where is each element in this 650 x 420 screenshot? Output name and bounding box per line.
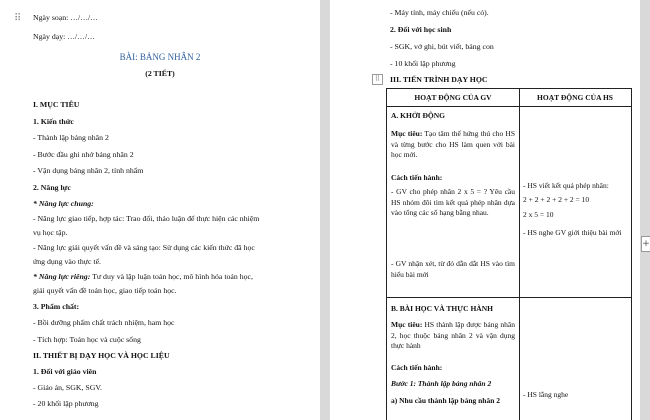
warmup-goal-label: Mục tiêu: xyxy=(391,129,423,138)
teacher-item: - Giáo án, SGK, SGV. xyxy=(33,383,102,392)
qualities-item: - Tích hợp: Toán học và cuộc sống xyxy=(33,335,141,344)
specific-competence-line2: giải quyết vấn đề toán học, giao tiếp toán học. xyxy=(33,286,177,295)
equipment-item: - Máy tính, máy chiếu (nếu có). xyxy=(390,8,489,17)
process-heading: III. TIẾN TRÌNH DẠY HỌC xyxy=(390,75,488,84)
date-prepared: Ngày soạn: …/…/… xyxy=(33,13,98,22)
table-column-divider xyxy=(519,89,520,420)
warmup-heading: A. KHỞI ĐỘNG xyxy=(391,111,445,120)
section-divider xyxy=(387,297,631,298)
knowledge-item: - Thành lập bảng nhân 2 xyxy=(33,133,109,142)
general-competence-line: - Năng lực giải quyết vấn đề và sáng tạo: Sử dụng các kiến thức đã học xyxy=(33,243,255,252)
document-page-left xyxy=(0,0,320,420)
warmup-goal-text: Tạo tâm thế hứng thú cho HS và từng bước cho HS làm quen với bài học mới. xyxy=(391,129,515,160)
student-heading: 2. Đối với học sinh xyxy=(390,25,452,34)
warmup-gv-step1: - GV cho phép nhân 2 x 5 = ? Yêu cầu HS nhóm đôi tìm kết quả phép nhân dựa vào tổng các số hạng bằng nhau. xyxy=(391,187,515,218)
specific-competence-label: * Năng lực riêng: xyxy=(33,272,91,281)
lesson-goal xyxy=(391,320,515,352)
general-competence-heading: * Năng lực chung: xyxy=(33,199,94,208)
warmup-goal xyxy=(391,129,515,161)
knowledge-item: - Vận dụng bảng nhân 2, tính nhẩm xyxy=(33,166,144,175)
general-competence-line: vụ học tập. xyxy=(33,228,68,237)
lesson-heading: B. BÀI HỌC VÀ THỰC HÀNH xyxy=(391,304,493,313)
document-page-right xyxy=(330,0,640,420)
table-move-handle-icon[interactable]: ⠿ xyxy=(372,74,383,85)
step1a-heading: a) Nhu cầu thành lập bảng nhân 2 xyxy=(391,396,501,405)
teacher-heading: 1. Đối với giáo viên xyxy=(33,367,97,376)
lesson-title: BÀI: BẢNG NHÂN 2 xyxy=(119,52,201,62)
general-competence-line: ứng dụng vào thực tế. xyxy=(33,257,101,266)
drag-handle-icon[interactable]: ⠿ xyxy=(14,13,22,24)
warmup-gv-step2: - GV nhận xét, từ đó dẫn dắt HS vào tìm hiểu bài mới xyxy=(391,259,515,279)
lesson-hs-line: - HS lắng nghe xyxy=(523,390,569,399)
lesson-goal-label: Mục tiêu: xyxy=(391,320,423,329)
competence-heading: 2. Năng lực xyxy=(33,183,71,192)
specific-competence-text: Tư duy và lập luận toán học, mô hình hóa toán học, xyxy=(90,272,253,281)
lesson-method-label: Cách tiến hành: xyxy=(391,363,443,372)
lesson-goal-text: HS thành lập được bảng nhân 2, học thuộc bảng nhân 2 và vận dụng thực hành xyxy=(391,320,515,351)
qualities-item: - Bồi dưỡng phẩm chất trách nhiệm, ham học xyxy=(33,318,175,327)
table-header-divider xyxy=(387,106,631,107)
knowledge-heading: 1. Kiến thức xyxy=(33,117,74,126)
student-item: - 10 khối lập phương xyxy=(390,59,456,68)
warmup-hs-line: 2 + 2 + 2 + 2 + 2 = 10 xyxy=(523,195,590,204)
qualities-heading: 3. Phẩm chất: xyxy=(33,302,80,311)
table-header-gv: HOẠT ĐỘNG CỦA GV xyxy=(414,93,492,102)
warmup-method-label: Cách tiến hành: xyxy=(391,173,443,182)
warmup-hs-line: 2 x 5 = 10 xyxy=(523,210,554,219)
specific-competence-line xyxy=(33,272,253,282)
step1-heading: Bước 1: Thành lập bảng nhân 2 xyxy=(391,379,492,388)
warmup-hs-line: - HS viết kết quả phép nhân: xyxy=(523,181,609,190)
date-taught: Ngày dạy: …/…/… xyxy=(33,32,95,41)
plus-icon[interactable]: + xyxy=(641,236,650,252)
teacher-item: - 20 khối lập phương xyxy=(33,399,99,408)
table-header-hs: HOẠT ĐỘNG CỦA HS xyxy=(537,93,613,102)
warmup-hs-line: - HS nghe GV giới thiệu bài mới xyxy=(523,228,622,237)
equipment-heading: II. THIẾT BỊ DẠY HỌC VÀ HỌC LIỆU xyxy=(33,351,170,360)
general-competence-line: - Năng lực giao tiếp, hợp tác: Trao đổi, thảo luận để thực hiện các nhiệm xyxy=(33,214,260,223)
knowledge-item: - Bước đầu ghi nhớ bảng nhân 2 xyxy=(33,150,134,159)
activity-table xyxy=(386,88,632,420)
lesson-subtitle: (2 TIẾT) xyxy=(145,69,175,78)
student-item: - SGK, vở ghi, bút viết, bảng con xyxy=(390,42,494,51)
objectives-heading: I. MỤC TIÊU xyxy=(33,100,80,109)
